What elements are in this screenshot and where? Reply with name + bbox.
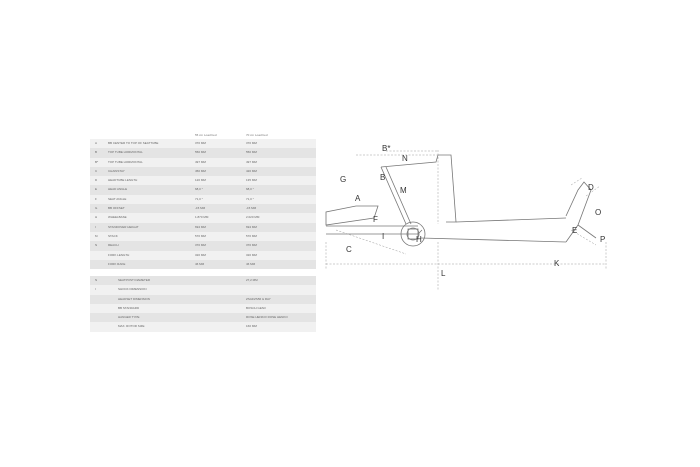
spec-value: 160 MM xyxy=(246,324,257,329)
table-row xyxy=(90,204,316,213)
row-value-55: 370 MM xyxy=(195,243,206,248)
row-value-70: 370 MM xyxy=(246,243,257,248)
label-I: I xyxy=(382,232,385,241)
spec-row xyxy=(90,304,316,313)
spec-label: SHOCK DIMENSION xyxy=(118,287,147,292)
row-value-70: 46 MM xyxy=(246,261,256,266)
row-value-70: 420 MM xyxy=(246,168,257,173)
row-value-70: 2.020 MM xyxy=(246,215,260,220)
row-label: BB CENTER TO TOP OF SEATTUBE xyxy=(108,141,159,145)
table-row xyxy=(90,223,316,232)
row-value-70: 320 MM xyxy=(246,252,257,257)
label-O: O xyxy=(595,208,602,217)
row-code: M xyxy=(95,233,98,238)
row-value-70: 370 MM xyxy=(246,141,257,145)
label-B: B xyxy=(380,173,386,182)
row-value-55: 68,0 ° xyxy=(195,187,203,192)
spec-row xyxy=(90,313,316,322)
row-value-55: 71,0 ° xyxy=(195,196,203,201)
spec-label: HEADSET DIMENSION xyxy=(118,296,150,301)
geometry-table-header xyxy=(90,130,316,139)
row-value-55: 694 MM xyxy=(195,224,206,229)
label-D: D xyxy=(588,183,594,192)
top-tube xyxy=(381,155,456,222)
label-G: G xyxy=(340,175,347,184)
row-label: REACH xyxy=(108,243,119,248)
spec-row xyxy=(90,285,316,294)
table-row xyxy=(90,158,316,167)
wheelbase-ends xyxy=(326,242,606,270)
row-label: SEAT ANGLE xyxy=(108,196,127,201)
row-code: C xyxy=(95,168,98,173)
table-row xyxy=(90,241,316,250)
table-row xyxy=(90,260,316,269)
row-value-70: 71,0 ° xyxy=(246,196,254,201)
geometry-table xyxy=(90,130,316,269)
label-K: K xyxy=(554,259,560,268)
spec-row xyxy=(90,322,316,331)
label-F: F xyxy=(373,215,378,224)
spec-code: N xyxy=(95,278,98,282)
row-label: FORK LENGTH xyxy=(108,252,130,257)
column-header-55cm: 55 cm Load bed xyxy=(195,133,217,137)
table-row xyxy=(90,185,316,194)
spec-code: I xyxy=(95,287,96,292)
row-value-55: 370 MM xyxy=(195,141,206,145)
row-label: TOP TUBE HORIZONTAL xyxy=(108,159,143,164)
row-label: CHAINSTAY xyxy=(108,168,125,173)
table-row xyxy=(90,251,316,260)
spec-label: SEATPOST DIAMETER xyxy=(118,278,151,282)
column-header-70cm: 70 cm Load bed xyxy=(246,133,268,137)
spec-value: ROSE HENKO/ ROSE HENKO xyxy=(246,315,288,320)
table-row xyxy=(90,232,316,241)
label-M: M xyxy=(400,186,407,195)
row-value-70: 135 MM xyxy=(246,178,257,183)
row-code: A xyxy=(95,141,98,145)
spec-row xyxy=(90,295,316,304)
row-label: STANDOVER HEIGHT xyxy=(108,224,139,229)
row-value-55: 120 MM xyxy=(195,178,206,183)
table-row xyxy=(90,176,316,185)
table-row xyxy=(90,195,316,204)
table-row xyxy=(90,139,316,148)
label-P: P xyxy=(600,235,606,244)
row-label: HEAD ANGLE xyxy=(108,187,128,192)
row-value-70: 68,0 ° xyxy=(246,187,254,192)
row-value-70: 570 MM xyxy=(246,233,257,238)
label-H: H xyxy=(416,235,422,244)
label-N: N xyxy=(402,154,408,163)
row-code: E xyxy=(95,187,98,192)
frame-drawing xyxy=(316,130,700,330)
row-code: D xyxy=(95,178,98,183)
spec-label: BB STANDARD xyxy=(118,305,140,310)
seat-tube-back xyxy=(386,167,411,224)
row-value-70: 694 MM xyxy=(246,224,257,229)
row-value-55: 1.870 MM xyxy=(195,215,209,220)
row-code: F xyxy=(95,196,97,201)
label-E: E xyxy=(572,226,578,235)
row-label: FORK RAKE xyxy=(108,261,126,266)
label-A: A xyxy=(355,194,361,203)
row-code: N xyxy=(95,243,98,248)
row-value-70: 550 MM xyxy=(246,150,257,155)
spec-row xyxy=(90,276,316,285)
row-code: B* xyxy=(95,159,99,164)
row-label: STACK xyxy=(108,233,118,238)
spec-table xyxy=(90,276,316,332)
row-value-55: 450 MM xyxy=(195,168,206,173)
table-row xyxy=(90,213,316,222)
row-value-70: 497 MM xyxy=(246,159,257,164)
row-label: BB OFFSET xyxy=(108,206,125,211)
spec-value: ZS44/ZS56 & RAY xyxy=(246,296,271,301)
headtube-dim xyxy=(571,178,600,196)
row-label: HEADTUBE LENGTH xyxy=(108,178,138,183)
row-value-55: 550 MM xyxy=(195,150,206,155)
front-bed-outline xyxy=(326,206,378,225)
row-code: I xyxy=(95,224,96,229)
row-label: TOP TUBE HORIZONTAL xyxy=(108,150,143,155)
row-code: H xyxy=(95,215,98,220)
spec-value: BOSCH GEN3 xyxy=(246,305,266,310)
row-value-70: -15 MM xyxy=(246,206,257,211)
row-value-55: -15 MM xyxy=(195,206,206,211)
row-value-55: 320 MM xyxy=(195,252,206,257)
row-value-55: 570 MM xyxy=(195,233,206,238)
spec-value: 27,2 MM xyxy=(246,278,258,282)
bike-geometry-diagram xyxy=(316,130,700,330)
row-code: B xyxy=(95,150,98,155)
label-L: L xyxy=(441,269,446,278)
row-label: WHEELBASE xyxy=(108,215,127,220)
chainstay-bottom xyxy=(421,238,566,242)
table-row xyxy=(90,148,316,157)
table-row xyxy=(90,167,316,176)
chainstay-top xyxy=(456,218,566,222)
row-code: G xyxy=(95,206,98,211)
row-value-55: 497 MM xyxy=(195,159,206,164)
spec-label: HANGER TYPE xyxy=(118,315,140,320)
label-Bstar: B* xyxy=(382,144,391,153)
spec-label: MAX. ROTOR SIZE xyxy=(118,324,145,329)
label-C: C xyxy=(346,245,352,254)
row-value-55: 46 MM xyxy=(195,261,205,266)
